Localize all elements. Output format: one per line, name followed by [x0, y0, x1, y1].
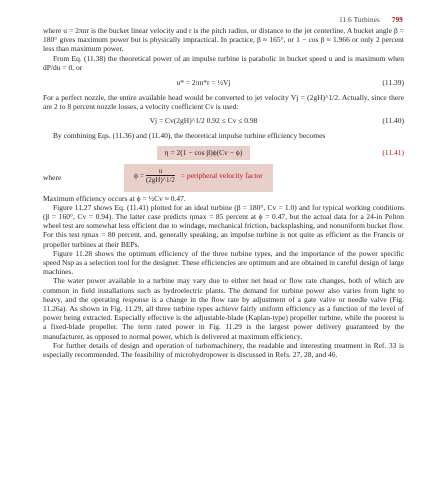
phi-definition-box — [124, 164, 273, 192]
equation-11-39 — [43, 76, 404, 90]
page-number: 799 — [391, 16, 403, 24]
paragraph: For further details of design and operation of turbomachinery, the readable and interesting treatment in Ref. 33 is especially recommended. The feasibility of microhydropower is discussed in Refs. 27, 28, and 46. — [43, 340, 404, 360]
phi-definition — [43, 164, 404, 192]
equation-11-41 — [43, 144, 404, 162]
equation-body: Vj = Cv(2gH)^1/2 0.92 ≤ Cv ≤ 0.98 — [149, 116, 258, 126]
phi-numerator: u — [146, 167, 175, 176]
equation-body: u* = 2πn*r = ½Vj — [176, 78, 231, 88]
equation-number: (11.41) — [382, 147, 404, 157]
paragraph: Maximum efficiency occurs at ϕ = ½Cv ≈ 0.47. — [43, 193, 186, 203]
equation-body: η = 2(1 − cos β)ϕ(Cv − ϕ) — [157, 146, 251, 160]
paragraph: For a perfect nozzle, the entire available head would be converted to jet velocity Vj = (2gH)^1/2. Actually, since there are 2 to 8 percent nozzle losses, a velocity coefficient Cv is used: — [43, 93, 404, 112]
equation-number: (11.39) — [382, 78, 404, 88]
running-header — [339, 16, 403, 24]
paragraph: Figure 11.27 shows Eq. (11.41) plotted for an ideal turbine (β = 180°, Cv = 1.0) and for typical working conditions (β = 160°, Cv = 0.94). The latter case predicts ηmax = 85 percent at ϕ = 0.47, but the actual data for a 24-in Pelton wheel test are somewhat less efficient due to windage, mechanical friction, backsplashing, and nonuniform bucket flow. For this test ηmax = 80 percent, and, generally speaking, an impulse turbine is not quite as efficient as the Francis or propeller turbines at their BEPs. — [43, 202, 404, 249]
section-title: 11.6 Turbines — [339, 16, 380, 24]
paragraph: The water power available to a turbine may vary due to either net head or flow rate changes, both of which are common in field installations such as hydroelectric plants. The demand for turbine power also varies from light to heavy, and the operating response is a change in the flow rate by adjustment of a gate valve or needle valve (Fig. 11.26a). As shown in Fig. 11.29, all three turbine types achieve fairly uniform efficiency as a function of the level of power being extracted. Especially effective is the adjustable-blade (Kaplan-type) propeller turbine, while the poorest is a fixed-blade propeller. The term rated power in Fig. 11.29 is the largest power delivery guaranteed by the manufacturer, as opposed to normal power, which is delivered at maximum efficiency. — [43, 276, 404, 341]
paragraph: From Eq. (11.38) the theoretical power of an impulse turbine is parabolic in bucket speed u and is maximum when dP/du = 0, or — [43, 53, 404, 72]
phi-rhs: = peripheral velocity factor — [180, 170, 263, 180]
phi-lhs: ϕ = — [134, 170, 145, 180]
phi-fraction — [146, 167, 175, 184]
where-label: where — [43, 172, 62, 182]
equation-11-40 — [43, 114, 404, 128]
text-column — [43, 26, 404, 359]
paragraph: where u = 2πnr is the bucket linear velocity and r is the pitch radius, or distance to the jet centerline. A bucket angle β = 180° gives maximum power but is physically impractical. In practice, β ≈ 165°, or 1 − cos β ≈ 1.966 or only 2 percent less than maximum power. — [43, 26, 404, 54]
paragraph: By combining Eqs. (11.36) and (11.40), the theoretical impulse turbine efficiency becomes — [53, 131, 326, 141]
paragraph: Figure 11.28 shows the optimum efficiency of the three turbine types, and the importance of the power specific speed Nsp as a selection tool for the designer. These efficiencies are optimum and are obtained in careful design of large machines. — [43, 248, 404, 277]
equation-number: (11.40) — [382, 116, 404, 126]
phi-denominator: (2gH)^1/2 — [145, 175, 175, 184]
